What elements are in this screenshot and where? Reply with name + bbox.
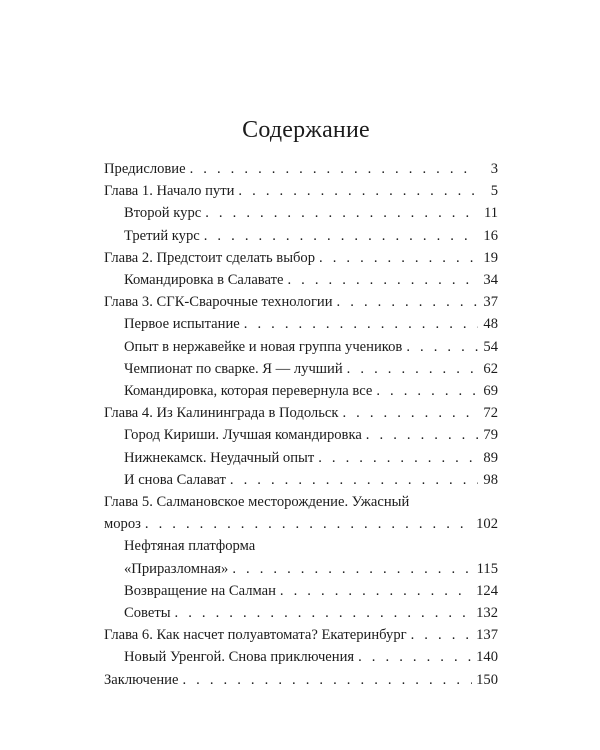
toc-leader <box>175 602 473 624</box>
toc-leader <box>145 513 472 535</box>
toc-entry-label: И снова Салават <box>124 471 226 488</box>
toc-entry-section <box>104 424 498 446</box>
toc-leader <box>287 269 478 291</box>
toc-entry-label: Глава 4. Из Калининграда в Подольск <box>104 405 339 422</box>
toc-entry-page: 11 <box>483 205 498 222</box>
toc-entry-line <box>104 491 498 513</box>
toc-entry-chapter-1 <box>104 180 498 202</box>
toc-entry-page: 124 <box>476 582 498 599</box>
toc-entry-label: Глава 2. Предстоит сделать выбор <box>104 249 316 266</box>
toc-leader <box>358 646 472 668</box>
toc-entry-conclusion <box>104 669 498 691</box>
toc-entry-label: Командировка в Салавате <box>124 272 284 289</box>
toc-entry-label: Возвращение на Салман <box>124 582 276 599</box>
toc-entry-label: Советы <box>124 605 171 622</box>
toc-leader <box>366 424 478 446</box>
toc-entry-section <box>104 380 498 402</box>
toc-entry-page: 48 <box>483 316 498 333</box>
toc-entry-line <box>104 513 498 535</box>
toc-entry-page: 19 <box>483 249 498 266</box>
toc-entry-label: Заключение <box>104 671 179 688</box>
toc-leader <box>319 247 478 269</box>
toc-entry-label: «Приразломная» <box>124 560 229 577</box>
toc-entry-label: Предисловие <box>104 161 186 177</box>
toc-entry-label: Глава 1. Начало пути <box>104 183 235 200</box>
toc-entry-section <box>104 646 498 668</box>
toc-entry-line <box>124 558 498 580</box>
toc-entry-page: 137 <box>476 627 498 644</box>
toc-entry-page: 89 <box>483 449 498 466</box>
toc-entry-page: 62 <box>483 360 498 377</box>
toc-entry-section <box>104 202 498 224</box>
toc-entry-page: 3 <box>490 161 498 177</box>
toc-leader <box>205 202 478 224</box>
toc-entry-label: Третий курс <box>124 227 200 244</box>
toc-entry-label: мороз <box>104 516 141 533</box>
toc-leader <box>190 158 478 180</box>
toc-entry-page: 37 <box>483 294 498 311</box>
toc-leader <box>280 580 472 602</box>
toc-entry-page: 102 <box>476 516 498 533</box>
toc-entry-label: Глава 5. Салмановское месторождение. Ужасный <box>104 494 410 511</box>
toc-entry-page: 16 <box>483 227 498 244</box>
toc-entry-page: 54 <box>483 338 498 355</box>
toc-leader <box>238 180 478 202</box>
toc-entry-page: 132 <box>476 605 498 622</box>
toc-entry-label: Глава 3. СГК-Сварочные технологии <box>104 294 333 311</box>
toc-entry-label: Нижнекамск. Неудачный опыт <box>124 449 315 466</box>
toc-leader <box>347 358 478 380</box>
toc-leader <box>232 558 472 580</box>
toc-entry-page: 150 <box>476 671 498 688</box>
toc-entry-section <box>104 447 498 469</box>
toc-leader <box>406 336 478 358</box>
toc-leader <box>411 624 473 646</box>
toc-entry-section <box>104 336 498 358</box>
toc-entry-page: 34 <box>483 272 498 289</box>
toc-entry-chapter-5 <box>104 491 498 535</box>
toc-entry-chapter-2 <box>104 247 498 269</box>
toc-entry-section <box>104 535 498 579</box>
toc-leader <box>376 380 478 402</box>
toc-entry-label: Командировка, которая перевернула все <box>124 383 373 400</box>
toc-entry-section <box>104 469 498 491</box>
toc-entry-section <box>104 602 498 624</box>
toc-entry-label: Город Кириши. Лучшая командировка <box>124 427 362 444</box>
toc-entry-section <box>104 269 498 291</box>
toc-entry-page: 140 <box>476 649 498 666</box>
toc-list <box>104 158 498 691</box>
toc-entry-page: 72 <box>483 405 498 422</box>
toc-leader <box>337 291 478 313</box>
toc-entry-page: 98 <box>483 471 498 488</box>
toc-entry-label: Глава 6. Как насчет полуавтомата? Екатеринбург <box>104 627 407 644</box>
page-title: Содержание <box>242 117 370 143</box>
toc-entry-chapter-6 <box>104 624 498 646</box>
toc-entry-label: Опыт в нержавейке и новая группа учеников <box>124 338 403 355</box>
toc-leader <box>230 469 478 491</box>
toc-entry-page: 5 <box>490 183 498 200</box>
toc-leader <box>342 402 478 424</box>
toc-entry-chapter-4 <box>104 402 498 424</box>
toc-leader <box>204 225 478 247</box>
toc-entry-label: Нефтяная платформа <box>124 538 256 555</box>
toc-leader <box>182 669 472 691</box>
toc-entry-section <box>104 580 498 602</box>
toc-leader <box>318 447 478 469</box>
toc-entry-page: 69 <box>483 383 498 400</box>
toc-entry-section <box>104 225 498 247</box>
toc-entry-label: Второй курс <box>124 205 202 222</box>
toc-entry-page: 79 <box>483 427 498 444</box>
toc-entry-section <box>104 358 498 380</box>
toc-entry-label: Чемпионат по сварке. Я — лучший <box>124 360 343 377</box>
toc-entry-section <box>104 313 498 335</box>
toc-entry-page: 115 <box>476 560 498 577</box>
toc-leader <box>244 313 478 335</box>
toc-entry-preface <box>104 158 498 180</box>
toc-entry-chapter-3 <box>104 291 498 313</box>
toc-entry-line <box>124 535 498 557</box>
toc-entry-label: Новый Уренгой. Снова приключения <box>124 649 355 666</box>
toc-entry-label: Первое испытание <box>124 316 240 333</box>
